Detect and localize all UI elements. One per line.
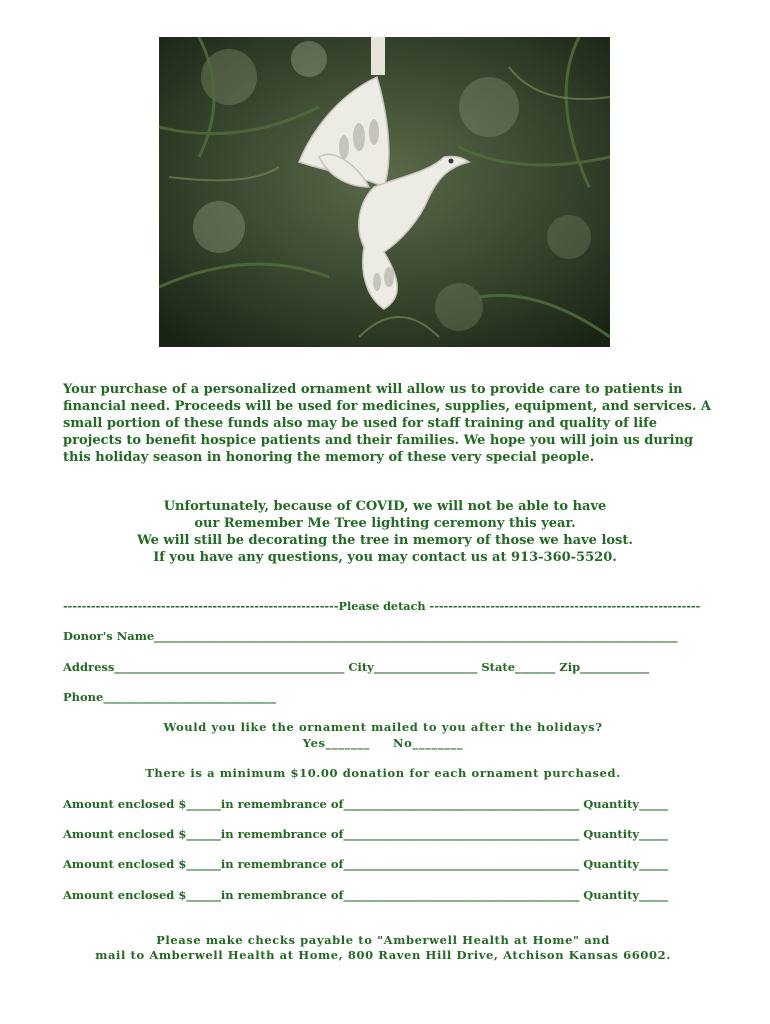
covid-notice [100, 498, 670, 566]
covid-line: We will still be decorating the tree in memory of those we have lost. [137, 533, 633, 548]
covid-line: Unfortunately, because of COVID, we will not be able to have [163, 499, 607, 514]
dove-ornament-photo [159, 37, 610, 347]
amount-row[interactable]: Amount enclosed $______in remembrance of_________________________________________ Quantity_____ [63, 827, 668, 841]
amount-row[interactable]: Amount enclosed $______in remembrance of_________________________________________ Quantity_____ [63, 857, 668, 871]
checks-payable-note: Please make checks payable to "Amberwell Health at Home" and [156, 933, 610, 947]
phone-field[interactable]: Phone______________________________ [63, 690, 276, 704]
yes-no-options[interactable]: Yes_______ No________ [302, 736, 464, 750]
detach-line: -----------------------------------------------------------Please detach ---------------------------------------------------------- [63, 599, 701, 613]
donor-name-field[interactable]: Donor's Name___________________________________________________________________________________________ [63, 629, 678, 643]
covid-line: our Remember Me Tree lighting ceremony this year. [194, 516, 576, 531]
mailing-address-note: mail to Amberwell Health at Home, 800 Raven Hill Drive, Atchison Kansas 66002. [95, 948, 671, 962]
amount-row[interactable]: Amount enclosed $______in remembrance of_________________________________________ Quantity_____ [63, 888, 668, 902]
address-fields[interactable]: Address________________________________________ City__________________ State_______ Zip____________ [63, 660, 650, 674]
dove-ornament-image [159, 37, 610, 347]
mail-question: Would you like the ornament mailed to you after the holidays? [163, 720, 603, 734]
amount-row[interactable]: Amount enclosed $______in remembrance of_________________________________________ Quantity_____ [63, 797, 668, 811]
minimum-donation-note: There is a minimum $10.00 donation for each ornament purchased. [145, 766, 621, 780]
covid-line: If you have any questions, you may contact us at 913-360-5520. [153, 550, 617, 565]
intro-paragraph: Your purchase of a personalized ornament will allow us to provide care to patients in financial need. Proceeds will be used for medicines, supplies, equipment, and services. A small portion of these funds also may be used for staff training and quality of life projects to benefit hospice patients and their families. We hope you will join us during this holiday season in honoring the memory of these very special people. [63, 382, 711, 465]
